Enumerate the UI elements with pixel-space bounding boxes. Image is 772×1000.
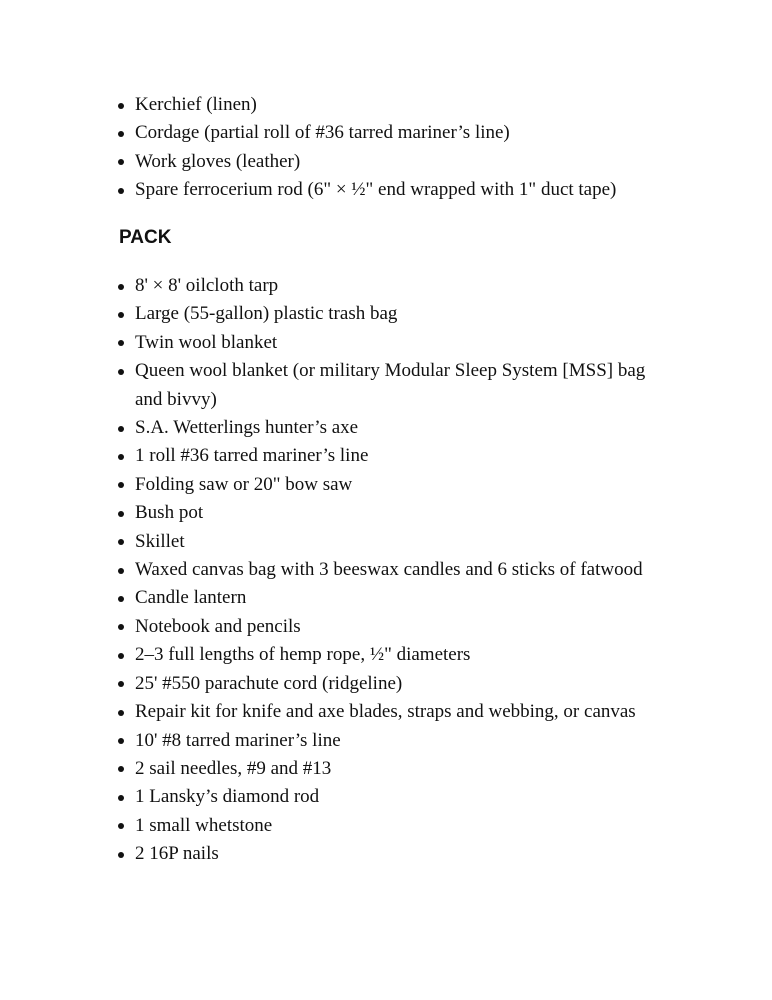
list-item: Waxed canvas bag with 3 beeswax candles and 6 sticks of fatwood — [135, 556, 675, 584]
list-item: Bush pot — [135, 499, 675, 527]
list-item: 1 roll #36 tarred mariner’s line — [135, 442, 675, 470]
list-item: 1 small whetstone — [135, 812, 675, 840]
list-item: Work gloves (leather) — [135, 148, 675, 176]
list-item: S.A. Wetterlings hunter’s axe — [135, 414, 675, 442]
list-item: Twin wool blanket — [135, 329, 675, 357]
list-item: Repair kit for knife and axe blades, straps and webbing, or canvas — [135, 698, 675, 726]
list-item: 8' × 8' oilcloth tarp — [135, 272, 675, 300]
pack-item-list — [135, 272, 675, 869]
list-item: 2 16P nails — [135, 840, 675, 868]
list-item: Notebook and pencils — [135, 613, 675, 641]
list-item: Queen wool blanket (or military Modular Sleep System [MSS] bag and bivvy) — [135, 357, 675, 414]
list-item: Folding saw or 20" bow saw — [135, 471, 675, 499]
list-item: 2–3 full lengths of hemp rope, ½" diameters — [135, 641, 675, 669]
list-item: 1 Lansky’s diamond rod — [135, 783, 675, 811]
top-item-list — [135, 91, 675, 205]
list-item: Skillet — [135, 528, 675, 556]
list-item: Candle lantern — [135, 584, 675, 612]
list-item: Large (55-gallon) plastic trash bag — [135, 300, 675, 328]
list-item: Cordage (partial roll of #36 tarred mariner’s line) — [135, 119, 675, 147]
list-item: Kerchief (linen) — [135, 91, 675, 119]
list-item: Spare ferrocerium rod (6" × ½" end wrapped with 1" duct tape) — [135, 176, 675, 204]
list-item: 10' #8 tarred mariner’s line — [135, 727, 675, 755]
pack-heading: PACK — [119, 227, 172, 248]
list-item: 2 sail needles, #9 and #13 — [135, 755, 675, 783]
list-item: 25' #550 parachute cord (ridgeline) — [135, 670, 675, 698]
